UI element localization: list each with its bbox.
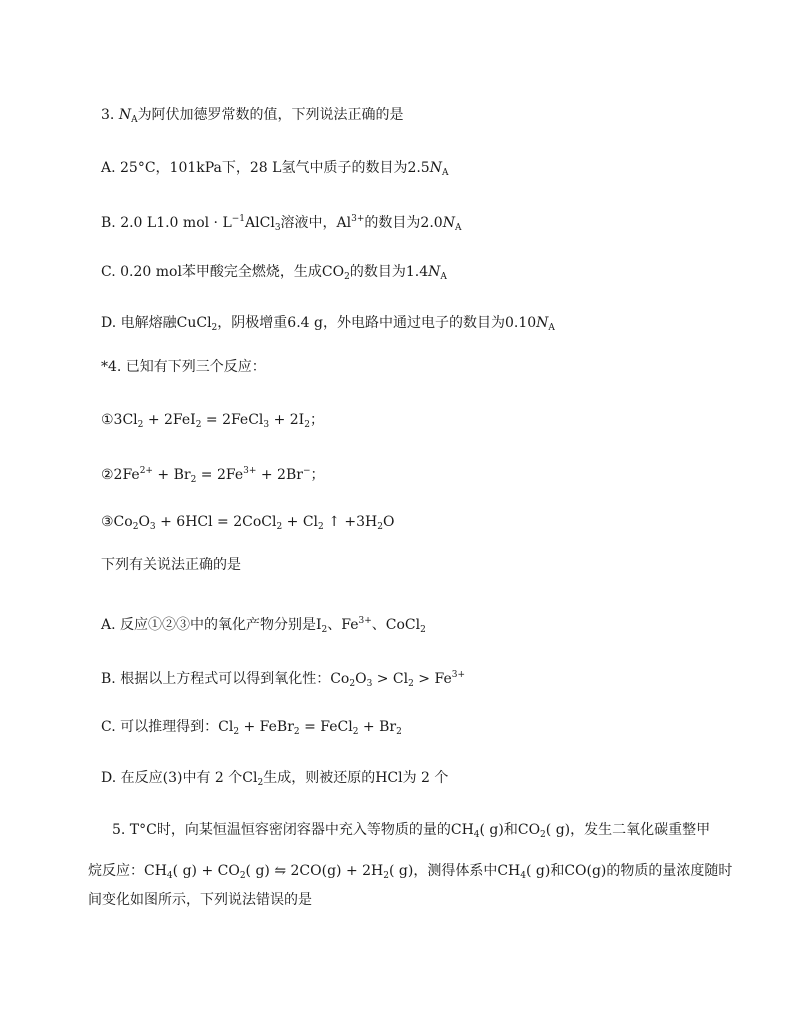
q4-reaction-2: $②2Fe^{2+} + Br_2 = 2Fe^{3+} + 2Br^-$； [101,466,325,485]
q3-option-d: D. 电解熔融CuCl$_2$，阴极增重6.4 g，外电路中通过电子的数目为$0.10N_A$ [101,315,555,333]
q5-stem-line-1: 5. T°C时，向某恒温恒容密闭容器中充入等物质的量的$CH_4$( g)和$CO_2$( g)，发生二氧化碳重整甲 [112,822,711,840]
q4-option-d: D. 在反应(3)中有 2 个$Cl_2$生成，则被还原的HCl为 2 个 [101,770,449,788]
q4-reaction-1: $①3Cl_2 + 2FeI_2$ = 2FeCl$_3$ + $2I_2$； [101,412,324,430]
q5-stem-line-3: 间变化如图所示，下列说法错误的是 [88,892,312,908]
q3-stem: 3. $N_A$为阿伏加德罗常数的值，下列说法正确的是 [101,107,404,125]
q3-option-c: C. 0.20 mol苯甲酸完全燃烧，生成$CO_2$的数目为$1.4N_A$ [101,264,447,282]
q4-option-b: B. 根据以上方程式可以得到氧化性：$Co_2O_3 > Cl_2 > Fe^{3+}$ [101,670,466,689]
q5-stem-line-2: 烷反应：$CH_4$( $g) + CO_2$( g) ⇋ $2CO(g) + 2H_2$( g)，测得体系中$CH_4$( g)和CO(g)的物质的量浓度随时 [88,863,733,881]
q4-stem: *4. 已知有下列三个反应： [101,359,266,375]
q4-option-a: A. 反应①②③中的氧化产物分别是$I_2$、$Fe^{3+}$、CoCl$_2$ [101,616,426,635]
q3-option-a: A. 25°C，101kPa下，28 L氢气中质子的数目为$2.5N_A$ [101,160,449,178]
q4-option-c: C. 可以推理得到：$Cl_2$ + FeBr$_2$ = FeCl$_2$ + $Br_2$ [101,719,402,737]
q3-option-b: B. 2.0 L1.0 mol · $L^{-1}AlCl_3$溶液中，$Al^{3+}$的数目为$2.0N_A$ [101,214,462,233]
q4-reaction-3: $③Co_2O_3 + 6HCl$ = 2CoCl$_2$ + $Cl_2$ ↑ $+3H_2O$ [101,514,395,532]
q4-question: 下列有关说法正确的是 [101,557,241,573]
